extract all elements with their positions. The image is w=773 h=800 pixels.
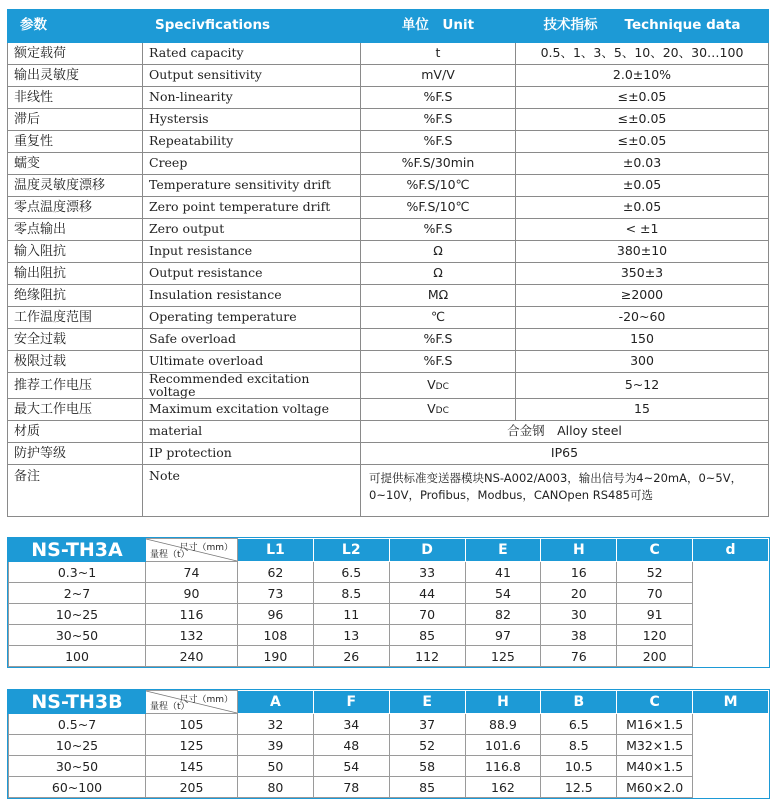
spec-cn: 额定载荷 [8,43,143,65]
spec-cn: 零点输出 [8,219,143,241]
dim-range-cell: 10~25 [9,604,146,625]
dim-range-cell: 0.5~7 [9,714,146,735]
dim-value-cell: 78 [313,777,389,798]
dim-range-cell: 60~100 [9,777,146,798]
dim-value-cell: 48 [313,735,389,756]
spec-cn: 备注 [8,465,143,517]
dim-value-cell: 205 [146,777,238,798]
spec-cn: 最大工作电压 [8,399,143,421]
spec-en: Non-linearity [143,87,361,109]
spec-cn: 输出阻抗 [8,263,143,285]
spec-value: ≤±0.05 [516,131,769,153]
corner-cell [146,539,238,562]
spec-en: Note [143,465,361,517]
spec-unit: mV/V [361,65,516,87]
spec-row [8,197,769,219]
dim-column-header: d [693,539,769,562]
dim-value-cell: 32 [238,714,314,735]
dim-value-cell: 34 [313,714,389,735]
dim-row [9,756,769,777]
dim-value-cell: 190 [238,646,314,667]
dim-value-cell: 13 [313,625,389,646]
dimension-table-th3a [7,537,770,668]
spec-cn: 零点温度漂移 [8,197,143,219]
dim-value-cell: 132 [146,625,238,646]
spec-row [8,109,769,131]
spec-en: Zero output [143,219,361,241]
spec-en: Input resistance [143,241,361,263]
spec-row [8,351,769,373]
dim-value-cell: 97 [465,625,541,646]
dim-column-header: B [541,691,617,714]
dim-value-cell: 112 [389,646,465,667]
spec-value: -20~60 [516,307,769,329]
dim-row [9,604,769,625]
corner-range-label: 量程（t） [150,702,190,712]
dim-value-cell: 88.9 [465,714,541,735]
spec-en: Output resistance [143,263,361,285]
spec-unit: %F.S/10℃ [361,175,516,197]
spec-unit: %F.S [361,87,516,109]
spec-en: Ultimate overload [143,351,361,373]
spec-unit: %F.S [361,131,516,153]
dim-range-cell: 100 [9,646,146,667]
dim-value-cell: 6.5 [313,562,389,583]
spec-row-material [8,421,769,443]
dim-value-cell: 30 [541,604,617,625]
spec-en: Hystersis [143,109,361,131]
dim-body [9,562,769,667]
spec-value: 350±3 [516,263,769,285]
spec-row [8,399,769,421]
spec-unit: VDC [361,373,516,399]
dim-value-cell: 125 [146,735,238,756]
corner-size-label: 尺寸（mm） [179,543,233,553]
spec-unit: %F.S [361,109,516,131]
dim-value-cell: 58 [389,756,465,777]
dim-value-cell: 108 [238,625,314,646]
spec-unit: %F.S/30min [361,153,516,175]
dim-value-cell: M60×2.0 [617,777,693,798]
spec-en: IP protection [143,443,361,465]
dim-column-header: C [617,539,693,562]
spec-value: ≥2000 [516,285,769,307]
dim-value-cell: 125 [465,646,541,667]
dim-value-cell: M16×1.5 [617,714,693,735]
dim-value-cell: 85 [389,625,465,646]
dim-header-row [9,539,769,562]
spec-en: Insulation resistance [143,285,361,307]
note-line-1: 可提供标准变送器模块NS-A002/A003，输出信号为4~20mA，0~5V， [369,471,743,485]
spec-row [8,241,769,263]
dim-value-cell: 70 [617,583,693,604]
spec-cn: 输出灵敏度 [8,65,143,87]
dim-value-cell: 10.5 [541,756,617,777]
dim-column-header: E [465,539,541,562]
unit-suffix: DC [435,406,449,416]
dim-value-cell: 91 [617,604,693,625]
dim-value-cell: 240 [146,646,238,667]
spec-unit: ℃ [361,307,516,329]
dim-value-cell: 62 [238,562,314,583]
spec-value: 5~12 [516,373,769,399]
spec-en: Temperature sensitivity drift [143,175,361,197]
spec-row-protection [8,443,769,465]
spec-row [8,131,769,153]
dim-header-row [9,691,769,714]
header-en-param: Specivfications [143,10,361,43]
spec-cn: 非线性 [8,87,143,109]
dim-column-header: D [389,539,465,562]
spec-cn: 极限过载 [8,351,143,373]
spec-en: Zero point temperature drift [143,197,361,219]
spec-value: ±0.05 [516,197,769,219]
dim-range-cell: 0.3~1 [9,562,146,583]
spec-row [8,87,769,109]
spec-unit: %F.S [361,351,516,373]
spec-value: 380±10 [516,241,769,263]
spec-en: Output sensitivity [143,65,361,87]
dim-value-cell: 12.5 [541,777,617,798]
spec-cn: 工作温度范围 [8,307,143,329]
spec-cn: 滞后 [8,109,143,131]
dim-value-cell: 26 [313,646,389,667]
spec-row [8,65,769,87]
spec-row [8,175,769,197]
header-cn-param: 参数 [8,10,143,43]
dim-column-header: L1 [238,539,314,562]
dim-value-cell: 96 [238,604,314,625]
spec-row [8,285,769,307]
spec-en: Operating temperature [143,307,361,329]
spec-en: Maximum excitation voltage [143,399,361,421]
spec-unit: t [361,43,516,65]
spec-row [8,43,769,65]
dim-value-cell: 54 [313,756,389,777]
dim-value-cell: 145 [146,756,238,777]
spec-unit: %F.S/10℃ [361,197,516,219]
dim-column-header: C [617,691,693,714]
model-label: NS-TH3A [9,539,146,562]
dim-value-cell: 90 [146,583,238,604]
spec-value: 150 [516,329,769,351]
spec-unit: VDC [361,399,516,421]
dim-value-cell: 41 [465,562,541,583]
spec-row [8,219,769,241]
spec-value: 合金钢 Alloy steel [361,421,769,443]
spec-cn: 输入阻抗 [8,241,143,263]
dim-row [9,777,769,798]
spec-en: material [143,421,361,443]
spec-cn: 蠕变 [8,153,143,175]
spec-cn: 材质 [8,421,143,443]
spec-value: 300 [516,351,769,373]
dim-value-cell: 39 [238,735,314,756]
spec-value: ±0.05 [516,175,769,197]
spec-cn: 防护等级 [8,443,143,465]
corner-range-label: 量程（t） [150,550,190,560]
spec-cn: 推荐工作电压 [8,373,143,399]
dim-value-cell: 73 [238,583,314,604]
spec-en: Rated capacity [143,43,361,65]
header-unit: 单位 Unit [361,10,516,43]
dim-value-cell: 76 [541,646,617,667]
spec-en: Repeatability [143,131,361,153]
dim-value-cell: 80 [238,777,314,798]
dim-value-cell: 6.5 [541,714,617,735]
spec-value: ≤±0.05 [516,87,769,109]
dim-value-cell: 8.5 [313,583,389,604]
spec-value: 2.0±10% [516,65,769,87]
dim-row [9,714,769,735]
dim-row [9,625,769,646]
dim-value-cell: 38 [541,625,617,646]
dim-value-cell: 105 [146,714,238,735]
spec-header-row [8,10,769,43]
dim-value-cell: 8.5 [541,735,617,756]
spec-cn: 安全过载 [8,329,143,351]
dim-row [9,583,769,604]
dim-value-cell: 101.6 [465,735,541,756]
dim-body [9,714,769,798]
dim-column-header: H [465,691,541,714]
dim-value-cell: 52 [617,562,693,583]
dim-column-header: L2 [313,539,389,562]
spec-body [8,43,769,517]
dim-value-cell: 116 [146,604,238,625]
spec-value: ≤±0.05 [516,109,769,131]
spec-unit: %F.S [361,219,516,241]
dim-column-header: E [389,691,465,714]
dim-column-header: M [693,691,769,714]
dim-value-cell: 16 [541,562,617,583]
dim-range-cell: 10~25 [9,735,146,756]
model-label: NS-TH3B [9,691,146,714]
spec-unit: %F.S [361,329,516,351]
dim-value-cell: 116.8 [465,756,541,777]
note-text [361,465,769,517]
dim-value-cell: M40×1.5 [617,756,693,777]
dim-value-cell: 33 [389,562,465,583]
spec-row-note [8,465,769,517]
dim-column-header: A [238,691,314,714]
spec-row [8,373,769,399]
dim-value-cell: M32×1.5 [617,735,693,756]
spec-cn: 温度灵敏度漂移 [8,175,143,197]
spec-value: < ±1 [516,219,769,241]
spec-cn: 绝缘阻抗 [8,285,143,307]
spec-row [8,307,769,329]
dim-value-cell: 37 [389,714,465,735]
dim-value-cell: 70 [389,604,465,625]
spec-row [8,153,769,175]
spec-table [7,9,769,517]
unit-suffix: DC [435,382,449,392]
dim-value-cell: 11 [313,604,389,625]
spec-row [8,329,769,351]
dim-value-cell: 44 [389,583,465,604]
spec-row [8,263,769,285]
corner-cell [146,691,238,714]
dim-column-header: F [313,691,389,714]
spec-value: 15 [516,399,769,421]
dim-value-cell: 54 [465,583,541,604]
spec-en: Recommended excitation voltage [143,373,361,399]
header-data: 技术指标 Technique data [516,10,769,43]
spec-unit: Ω [361,241,516,263]
dim-range-cell: 30~50 [9,625,146,646]
dim-value-cell: 20 [541,583,617,604]
dim-row [9,646,769,667]
corner-size-label: 尺寸（mm） [179,695,233,705]
dim-value-cell: 52 [389,735,465,756]
spec-en: Safe overload [143,329,361,351]
dim-column-header: H [541,539,617,562]
spec-value: 0.5、1、3、5、10、20、30…100 [516,43,769,65]
dim-value-cell: 82 [465,604,541,625]
dim-value-cell: 50 [238,756,314,777]
dim-value-cell: 120 [617,625,693,646]
spec-cn: 重复性 [8,131,143,153]
dim-row [9,735,769,756]
dim-value-cell: 200 [617,646,693,667]
spec-value: IP65 [361,443,769,465]
dim-value-cell: 74 [146,562,238,583]
dimension-table-th3b [7,689,770,799]
note-line-2: 0~10V，Profibus，Modbus，CANOpen RS485可选 [369,488,653,502]
dim-value-cell: 162 [465,777,541,798]
spec-en: Creep [143,153,361,175]
dim-range-cell: 30~50 [9,756,146,777]
spec-unit: MΩ [361,285,516,307]
dim-row [9,562,769,583]
spec-unit: Ω [361,263,516,285]
spec-value: ±0.03 [516,153,769,175]
dim-range-cell: 2~7 [9,583,146,604]
dim-value-cell: 85 [389,777,465,798]
